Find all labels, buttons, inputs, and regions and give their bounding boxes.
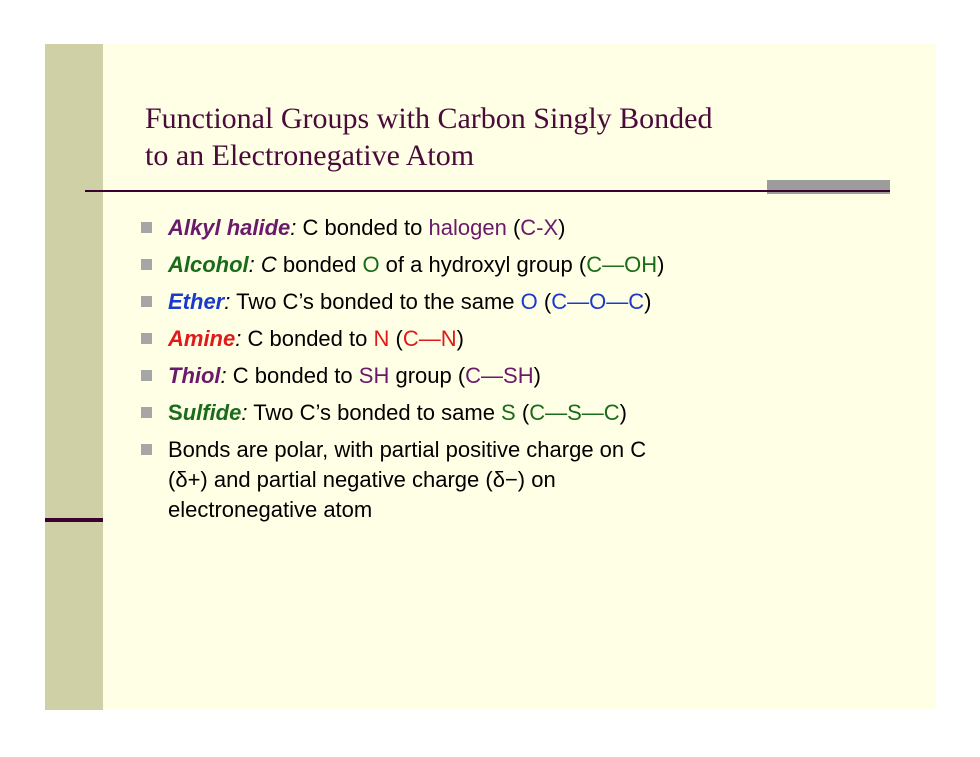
formula-ether: C—O—C (551, 289, 645, 314)
polarity-line-3: electronegative atom (168, 497, 373, 522)
formula-alcohol: C—OH (586, 252, 658, 277)
polarity-line-2: (δ+) and partial negative charge (δ−) on (168, 467, 556, 492)
highlight-halogen: halogen (428, 215, 507, 240)
slide-title (145, 100, 905, 174)
term-alcohol: Alcohol (168, 252, 249, 277)
formula-sulfide: C—S—C (529, 400, 620, 425)
term-ether: Ether (168, 289, 225, 314)
bullet-alcohol: Alcohol: C bonded O of a hydroxyl group (C—OH) (138, 250, 918, 280)
square-bullet-icon (141, 222, 152, 233)
title-line-1: Functional Groups with Carbon Singly Bonded (145, 102, 713, 135)
highlight-sulfur: S (501, 400, 516, 425)
divider-accent-bar (767, 180, 890, 190)
highlight-nitrogen: N (373, 326, 390, 351)
square-bullet-icon (141, 370, 152, 381)
title-line-2: to an Electronegative Atom (145, 139, 475, 172)
square-bullet-icon (141, 296, 152, 307)
bullet-thiol: Thiol: C bonded to SH group (C—SH) (138, 361, 918, 391)
divider-accent-bar-lower (767, 192, 890, 194)
square-bullet-icon (141, 444, 152, 455)
sidebar-accent-line (45, 518, 103, 522)
bullet-ether: Ether: Two C’s bonded to the same O (C—O—C) (138, 287, 918, 317)
term-sulfide-initial: S (168, 400, 183, 425)
term-alkyl-halide: Alkyl halide (168, 215, 291, 240)
square-bullet-icon (141, 333, 152, 344)
highlight-oxygen: O (362, 252, 380, 277)
bullet-list (138, 213, 918, 532)
square-bullet-icon (141, 259, 152, 270)
bullet-alkyl-halide: Alkyl halide: C bonded to halogen (C-X) (138, 213, 918, 243)
formula-amine: C—N (402, 326, 457, 351)
bullet-polarity-note (138, 435, 918, 525)
square-bullet-icon (141, 407, 152, 418)
bullet-sulfide: Sulfide: Two C’s bonded to same S (C—S—C) (138, 398, 918, 428)
slide (45, 44, 936, 710)
formula-thiol: C—SH (465, 363, 534, 388)
formula-alkyl-halide: C-X (520, 215, 559, 240)
polarity-line-1: Bonds are polar, with partial positive charge on C (168, 437, 647, 462)
highlight-sh: SH (358, 363, 390, 388)
bullet-amine: Amine: C bonded to N (C—N) (138, 324, 918, 354)
highlight-oxygen: O (520, 289, 538, 314)
sidebar-bar (45, 44, 103, 710)
term-amine: Amine (168, 326, 236, 351)
term-sulfide: ulfide (182, 400, 242, 425)
term-thiol: Thiol (168, 363, 221, 388)
